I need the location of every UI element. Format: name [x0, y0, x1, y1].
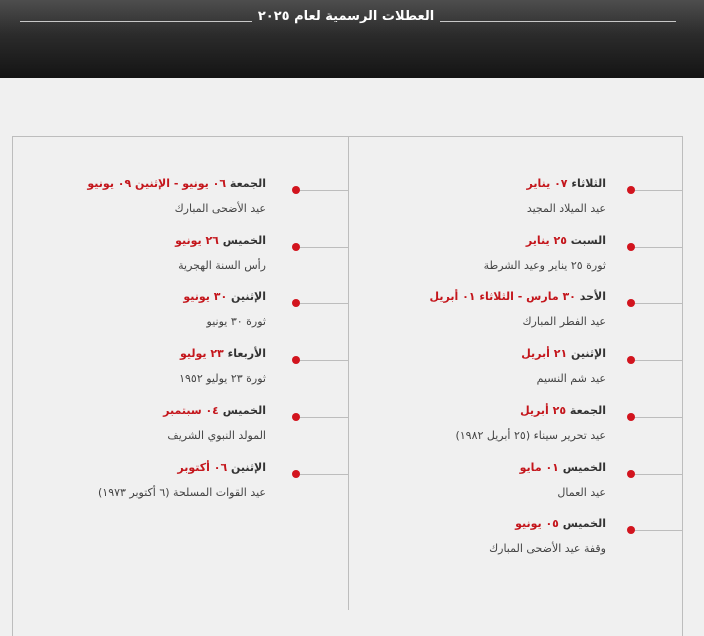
timeline-dot-icon: [292, 356, 300, 364]
holiday-name: عيد تحرير سيناء (٢٥ أبريل ١٩٨٢): [455, 429, 606, 442]
timeline-dot-icon: [292, 186, 300, 194]
holiday-day: الثلاثاء: [571, 177, 606, 190]
holiday-entry: [98, 461, 266, 500]
holiday-name: عيد القوات المسلحة (٦ أكتوبر ١٩٧٣): [97, 486, 266, 499]
holiday-date: [455, 404, 606, 418]
timeline-connector: [296, 247, 348, 248]
holiday-day: الخميس: [562, 461, 606, 474]
holiday-date: [527, 177, 606, 191]
holiday-date: [183, 290, 266, 304]
header-rule-right: [440, 21, 676, 22]
holiday-day: الإثنين: [231, 461, 266, 474]
holiday-date-value: ٠٤ سبتمبر: [163, 404, 219, 417]
holiday-day: الأحد: [579, 290, 606, 303]
timeline-dot-icon: [292, 299, 300, 307]
timeline-connector: [631, 474, 683, 475]
holiday-date: [87, 177, 266, 191]
holiday-date: [163, 404, 266, 418]
timeline-connector: [631, 303, 683, 304]
holiday-entry: [489, 517, 606, 556]
holiday-date-value: ٢٦ يونيو: [175, 234, 219, 247]
holiday-name: عيد العمال: [557, 486, 606, 499]
holiday-day: السبت: [570, 234, 606, 247]
holiday-name: عيد الفطر المبارك: [522, 315, 606, 328]
holiday-date-value: ٠٥ يونيو: [515, 517, 559, 530]
timeline-dot-icon: [627, 413, 635, 421]
holiday-date-value: ٠٦ يونيو - الإثنين ٠٩ يونيو: [87, 177, 227, 190]
holiday-name: ثورة ٢٣ يوليو ١٩٥٢: [179, 372, 266, 385]
timeline-connector: [631, 530, 683, 531]
page-header: [0, 0, 704, 78]
holiday-day: الخميس: [562, 517, 606, 530]
holiday-entry: [175, 234, 266, 273]
timeline-dot-icon: [292, 470, 300, 478]
holiday-date-value: ٠١ مايو: [519, 461, 559, 474]
holiday-name: عيد الأضحى المبارك: [174, 202, 266, 215]
holiday-day: الخميس: [222, 234, 266, 247]
holiday-name: عيد الميلاد المجيد: [526, 202, 606, 215]
holiday-entry: [163, 404, 266, 443]
timeline-dot-icon: [627, 299, 635, 307]
page-title: العطلات الرسمية لعام ٢٠٢٥: [257, 9, 435, 24]
holiday-date-value: ٠٦ أكتوبر: [177, 461, 228, 474]
timeline-dot-icon: [627, 356, 635, 364]
timeline-connector: [296, 417, 348, 418]
holiday-name: عيد شم النسيم: [536, 372, 606, 385]
holiday-entry: [179, 347, 266, 386]
holiday-date-value: ٢٥ يناير: [525, 234, 567, 247]
timeline-connector: [296, 360, 348, 361]
holiday-date: [489, 517, 606, 531]
timeline-dot-icon: [292, 413, 300, 421]
holiday-date-value: ٠٧ يناير: [526, 177, 568, 190]
timeline-dot-icon: [627, 243, 635, 251]
holiday-name: ثورة ٣٠ يونيو: [206, 315, 266, 328]
holiday-entry: [430, 290, 606, 329]
holiday-date-value: ٢٣ يوليو: [179, 347, 224, 360]
timeline-connector: [296, 190, 348, 191]
holiday-date: [175, 234, 266, 248]
holiday-entry: [521, 347, 606, 386]
holiday-entry: [183, 290, 266, 329]
holiday-name: المولد النبوي الشريف: [167, 429, 266, 442]
holiday-entry: [527, 177, 606, 216]
holiday-date: [520, 461, 606, 475]
holiday-day: الإثنين: [231, 290, 266, 303]
timeline-dot-icon: [292, 243, 300, 251]
timeline-connector: [296, 303, 348, 304]
holiday-date: [484, 234, 606, 248]
holiday-entry: [520, 461, 606, 500]
holiday-name: رأس السنة الهجرية: [178, 259, 266, 272]
header-rule-left: [20, 21, 252, 22]
holiday-day: الأربعاء: [227, 347, 266, 360]
holiday-entry: [87, 177, 266, 216]
holiday-date: [521, 347, 606, 361]
timeline-dot-icon: [627, 186, 635, 194]
holiday-date: [98, 461, 266, 475]
holiday-name: وقفة عيد الأضحى المبارك: [489, 542, 606, 555]
holiday-date-value: ٢٥ أبريل: [520, 404, 567, 417]
holiday-date-value: ٣٠ يونيو: [183, 290, 228, 303]
timeline-connector: [631, 190, 683, 191]
timeline-dot-icon: [627, 470, 635, 478]
timeline-connector: [296, 474, 348, 475]
holiday-date: [179, 347, 266, 361]
holiday-day: الخميس: [222, 404, 266, 417]
timeline-divider: [348, 136, 349, 610]
timeline-connector: [631, 247, 683, 248]
holiday-day: الإثنين: [571, 347, 606, 360]
timeline-connector: [631, 360, 683, 361]
holiday-day: الجمعة: [569, 404, 606, 417]
timeline-connector: [631, 417, 683, 418]
holiday-date-value: ٢١ أبريل: [521, 347, 568, 360]
holiday-date: [430, 290, 606, 304]
holiday-entry: [484, 234, 606, 273]
holiday-day: الجمعة: [229, 177, 266, 190]
timeline-dot-icon: [627, 526, 635, 534]
holiday-entry: [455, 404, 606, 443]
holiday-date-value: ٣٠ مارس - الثلاثاء ٠١ أبريل: [429, 290, 576, 303]
holiday-name: ثورة ٢٥ يناير وعيد الشرطة: [483, 259, 606, 272]
